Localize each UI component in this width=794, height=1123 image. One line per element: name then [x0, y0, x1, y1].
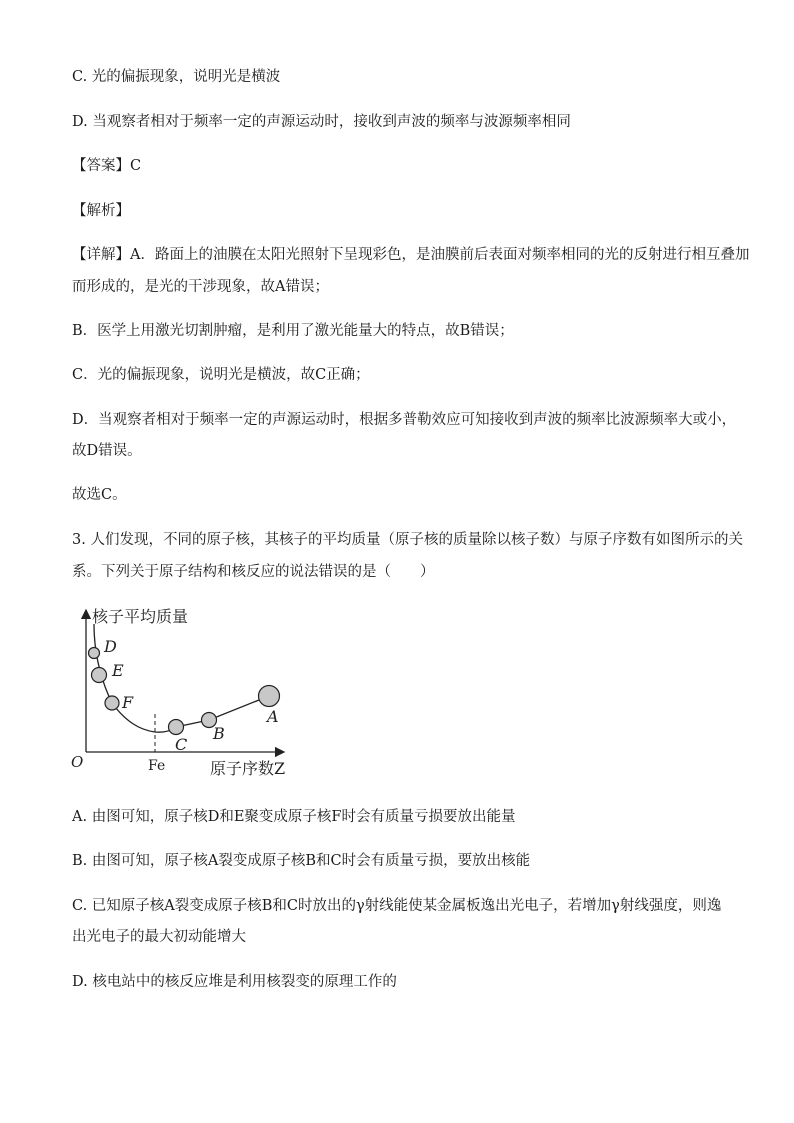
- label-d: D: [104, 637, 117, 656]
- detail-b: B．医学上用激光切割肿瘤，是利用了激光能量大的特点，故B错误；: [72, 323, 514, 339]
- x-axis-label: 原子序数Z: [210, 759, 286, 778]
- q3-option-c-line2: 出光电子的最大初动能增大: [72, 929, 246, 945]
- q3-option-d: D. 核电站中的核反应堆是利用核裂变的原理工作的: [72, 974, 397, 990]
- detail-a-line1: 【详解】A．路面上的油膜在太阳光照射下呈现彩色，是油膜前后表面对频率相同的光的反射进行相互叠加: [72, 247, 750, 263]
- answer-label: 【答案】: [72, 158, 130, 174]
- figure-svg: [70, 602, 310, 782]
- q3-option-c-line1: C. 已知原子核A裂变成原子核B和C时放出的γ射线能使某金属板逸出光电子，若增加γ射线强度，则逸: [72, 898, 722, 914]
- point-e: [92, 668, 107, 683]
- answer-line: [72, 155, 734, 177]
- detail-c: C．光的偏振现象，说明光是横波，故C正确；: [72, 367, 370, 383]
- origin-label: O: [71, 753, 84, 771]
- point-a: [259, 686, 280, 707]
- label-e: E: [112, 661, 124, 680]
- question-3-stem-line1: 3. 人们发现，不同的原子核，其核子的平均质量（原子核的质量除以核子数）与原子序数有如图所示的关: [72, 532, 743, 548]
- binding-energy-figure: [70, 602, 310, 782]
- detail-d-line2: 故D错误。: [72, 443, 142, 459]
- point-d: [89, 648, 100, 659]
- detail-d-line1: D．当观察者相对于频率一定的声源运动时，根据多普勒效应可知接收到声波的频率比波源频率大或小，: [72, 412, 737, 428]
- label-b: B: [213, 724, 225, 743]
- analysis-label: 【解析】: [72, 203, 130, 219]
- answer-value: C: [130, 158, 142, 174]
- label-f: F: [122, 693, 134, 712]
- point-c: [169, 720, 184, 735]
- y-axis-label: 核子平均质量: [92, 607, 189, 626]
- point-f: [105, 696, 119, 710]
- option-d-text: D. 当观察者相对于频率一定的声源运动时，接收到声波的频率与波源频率相同: [72, 114, 571, 130]
- detail-a-line2: 而形成的，是光的干涉现象，故A错误；: [72, 279, 329, 295]
- fe-label: Fe: [148, 758, 166, 774]
- question-3-stem-line2: 系。下列关于原子结构和核反应的说法错误的是（ ）: [72, 564, 435, 580]
- label-a: A: [267, 707, 279, 726]
- q3-option-a: A. 由图可知，原子核D和E聚变成原子核F时会有质量亏损要放出能量: [72, 809, 516, 825]
- label-c: C: [175, 735, 188, 754]
- conclusion: 故选C。: [72, 487, 127, 503]
- option-c-text: C. 光的偏振现象，说明光是横波: [72, 69, 281, 85]
- q3-option-b: B. 由图可知，原子核A裂变成原子核B和C时会有质量亏损，要放出核能: [72, 853, 531, 869]
